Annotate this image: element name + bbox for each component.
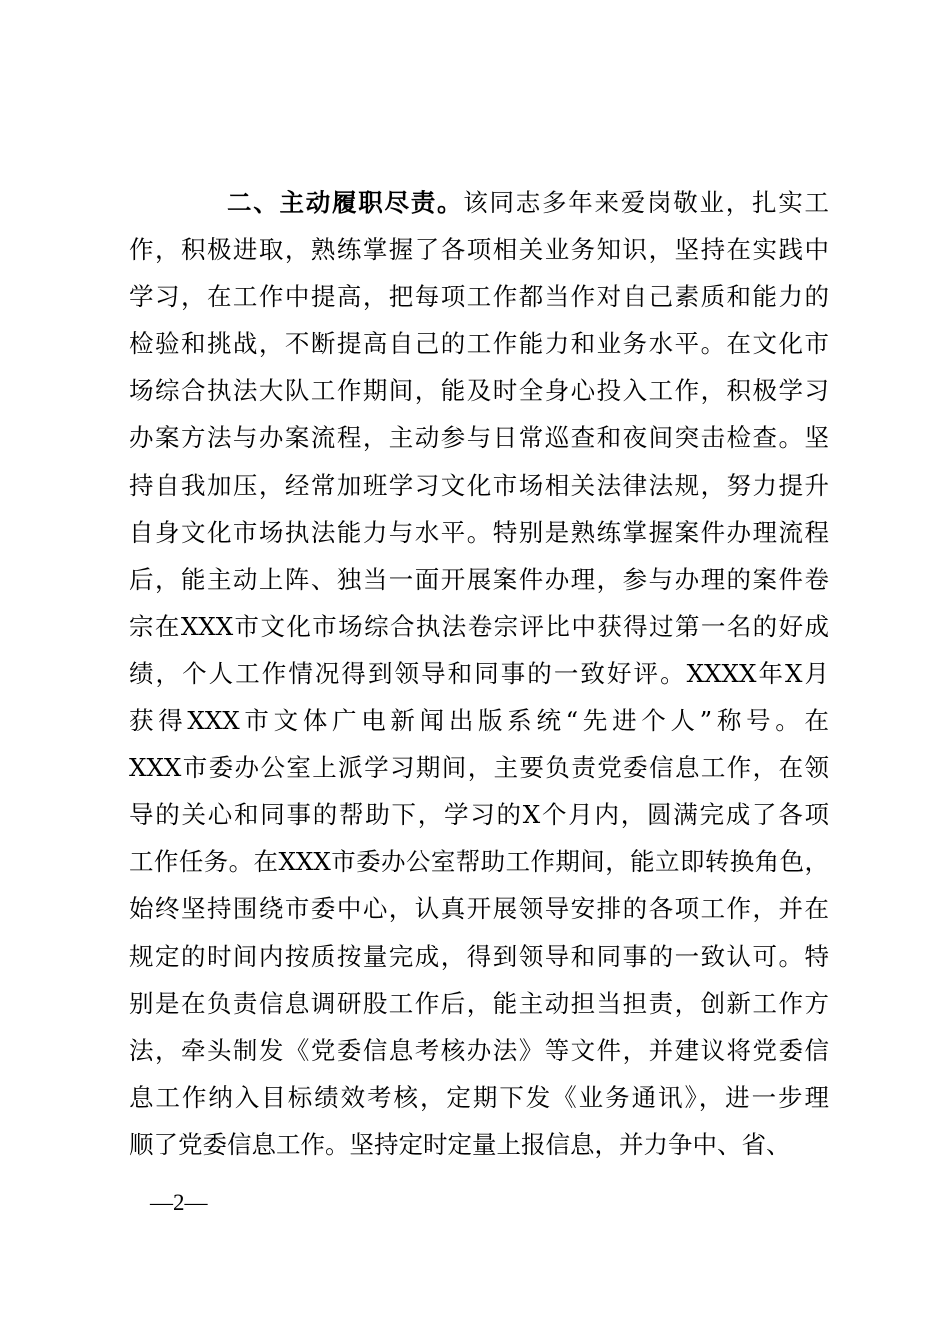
paragraph-line: 学习，在工作中提高，把每项工作都当作对自己素质和能力的 [129, 282, 829, 312]
paragraph-line: XXX市委办公室上派学习期间，主要负责党委信息工作，在领 [129, 753, 829, 783]
paragraph-line: 宗在XXX市文化市场综合执法卷宗评比中获得过第一名的好成 [129, 611, 829, 641]
section-heading: 二、主动履职尽责。 [227, 188, 464, 217]
paragraph-line: 法，牵头制发《党委信息考核办法》等文件，并建议将党委信 [129, 1035, 829, 1065]
paragraph-line: 检验和挑战，不断提高自己的工作能力和业务水平。在文化市 [129, 329, 829, 359]
paragraph-line-first [129, 179, 829, 226]
body-paragraph [129, 179, 829, 1168]
paragraph-line: 别是在负责信息调研股工作后，能主动担当担责，创新工作方 [129, 988, 829, 1018]
paragraph-line: 场综合执法大队工作期间，能及时全身心投入工作，积极学习 [129, 376, 829, 406]
paragraph-line: 自身文化市场执法能力与水平。特别是熟练掌握案件办理流程 [129, 517, 829, 547]
paragraph-line: 持自我加压，经常加班学习文化市场相关法律法规，努力提升 [129, 470, 829, 500]
paragraph-line: 规定的时间内按质按量完成，得到领导和同事的一致认可。特 [129, 941, 829, 971]
paragraph-line: 办案方法与办案流程，主动参与日常巡查和夜间突击检查。坚 [129, 423, 829, 453]
paragraph-line: 顺了党委信息工作。坚持定时定量上报信息，并力争中、省、 [129, 1129, 791, 1159]
paragraph-line: 导的关心和同事的帮助下，学习的X个月内，圆满完成了各项 [129, 800, 829, 830]
paragraph-line: 息工作纳入目标绩效考核，定期下发《业务通讯》，进一步理 [129, 1082, 829, 1112]
paragraph-line: 后，能主动上阵、独当一面开展案件办理，参与办理的案件卷 [129, 564, 829, 594]
paragraph-line: 作，积极进取，熟练掌握了各项相关业务知识，坚持在实践中 [129, 235, 829, 265]
paragraph-line-text: 该同志多年来爱岗敬业，扎实工 [463, 188, 829, 217]
paragraph-line: 工作任务。在XXX市委办公室帮助工作期间，能立即转换角色， [129, 847, 829, 877]
paragraph-line: 绩，个人工作情况得到领导和同事的一致好评。XXXX年X月 [129, 658, 829, 688]
paragraph-line: 始终坚持围绕市委中心，认真开展领导安排的各项工作，并在 [129, 894, 829, 924]
page-number: —2— [150, 1190, 208, 1215]
paragraph-line: 获得XXX市文体广电新闻出版系统“先进个人”称号。在 [129, 706, 829, 736]
